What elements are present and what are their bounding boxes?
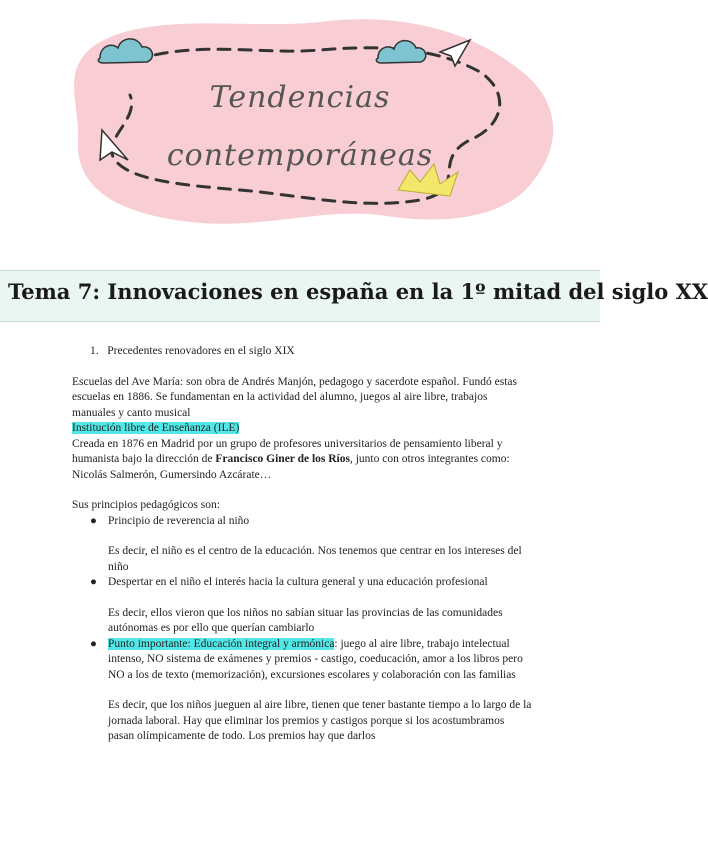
bullet-text: : juego al aire libre, trabajo intelectual intenso, NO sistema de exámenes y premios - castigo, coeducación, amor a los libros pero NO a los de texto (memorización), excursiones escolares y colaboración con las familias xyxy=(108,637,523,681)
numbered-item xyxy=(72,344,532,360)
bullet-highlight: Punto importante: Educación integral y armónica xyxy=(108,637,335,650)
document-body xyxy=(72,344,532,745)
bullet-explanation: Es decir, el niño es el centro de la educación. Nos tenemos que centrar en los intereses del niño xyxy=(108,545,522,573)
item-number: 1. xyxy=(90,345,99,357)
ile-text-start: Creada en 1876 en Madrid por un grupo de profesores universitarios de pensamiento liberal y humanista bajo la dirección de xyxy=(72,437,503,465)
bullet-explanation: Es decir, que los niños jueguen al aire libre, tienen que tener bastante tiempo a lo largo de la jornada laboral. Hay que eliminar los premios y castigos porque si los acostumbramos pasan olímpicamente de todo. Los premios hay que darlos xyxy=(108,699,532,742)
title-banner xyxy=(0,0,600,260)
topic-header-bar xyxy=(0,270,708,322)
ile-director-name: Francisco Giner de los Ríos xyxy=(215,453,350,465)
banner-title-line-1: Tendencias xyxy=(209,80,391,115)
bullet-text: Despertar en el niño el interés hacia la cultura general y una educación profesional xyxy=(108,576,488,588)
bullet-dot-icon: ● xyxy=(90,637,97,650)
banner-title-line-2: contemporáneas xyxy=(166,138,434,173)
principles-intro: Sus principios pedagógicos son: xyxy=(72,499,220,511)
ile-text-end: , junto con otros integrantes como: Nicolás Salmerón, Gumersindo Azcárate… xyxy=(72,453,510,481)
bullet-dot-icon: ● xyxy=(90,514,97,527)
ile-heading-highlight: Institución libre de Enseñanza (ILE) xyxy=(72,422,240,434)
bullet-item xyxy=(72,637,532,684)
bullet-text: Principio de reverencia al niño xyxy=(108,514,250,527)
item-text: Precedentes renovadores en el siglo XIX xyxy=(107,345,295,357)
topic-heading: Tema 7: Innovaciones en españa en la 1º mitad del siglo XX xyxy=(8,279,708,304)
paragraph-ile xyxy=(72,437,532,484)
bullet-dot-icon: ● xyxy=(90,576,97,588)
bullet-item xyxy=(72,514,532,530)
banner-art xyxy=(0,0,600,260)
bullet-explanation: Es decir, ellos vieron que los niños no sabían situar las provincias de las comunidades autónomas es por ello que querían cambiarlo xyxy=(108,606,503,634)
ile-heading xyxy=(72,421,532,437)
bullet-item xyxy=(72,575,532,591)
paragraph-ave-maria: Escuelas del Ave María: son obra de Andrés Manjón, pedagogo y sacerdote español. Fundó estas escuelas en 1886. Se fundamentan en la actividad del alumno, juegos al aire libre, trabajos manuales y canto musical xyxy=(72,375,517,419)
